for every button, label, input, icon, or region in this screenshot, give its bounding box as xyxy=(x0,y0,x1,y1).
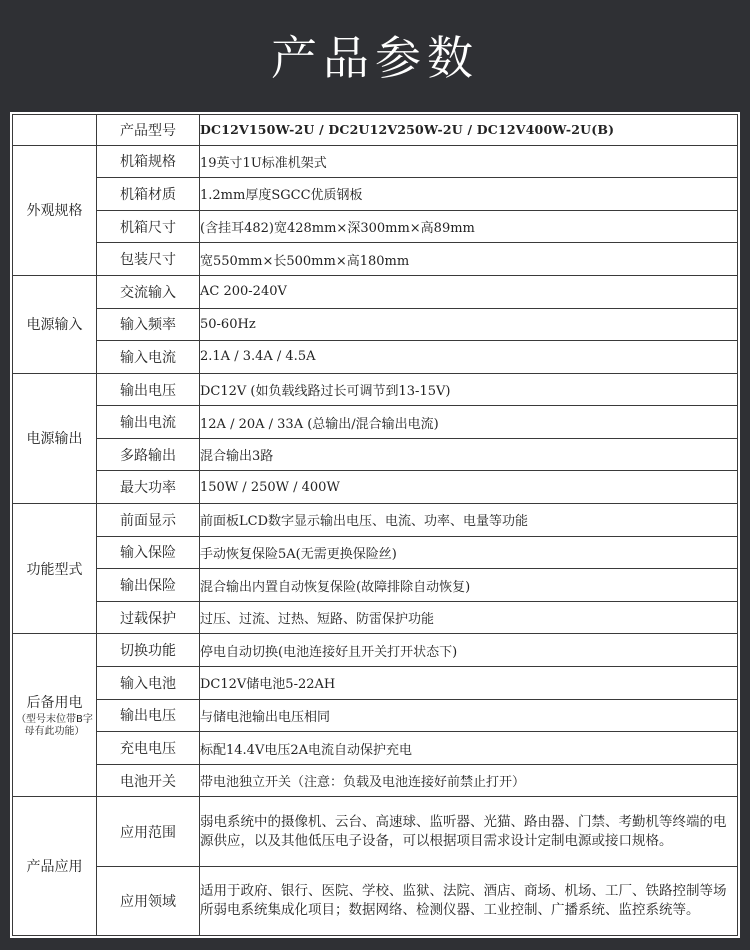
table-row xyxy=(13,699,738,732)
page-title: 产品参数 xyxy=(271,31,479,85)
row-value: 混合输出3路 xyxy=(200,438,738,471)
row-value: 手动恢复保险5A(无需更换保险丝) xyxy=(200,536,738,569)
category-backup-power xyxy=(13,634,97,797)
row-label: 电池开关 xyxy=(97,764,200,797)
row-label: 包装尺寸 xyxy=(97,243,200,276)
row-value: AC 200-240V xyxy=(200,275,738,308)
row-value: 停电自动切换(电池连接好且开关打开状态下) xyxy=(200,634,738,667)
row-label: 最大功率 xyxy=(97,471,200,504)
category-appearance: 外观规格 xyxy=(13,145,97,275)
row-value: 带电池独立开关（注意：负载及电池连接好前禁止打开） xyxy=(200,764,738,797)
row-value: 宽550mm×长500mm×高180mm xyxy=(200,243,738,276)
table-row xyxy=(13,764,738,797)
category-function: 功能型式 xyxy=(13,504,97,634)
row-label: 输入电池 xyxy=(97,667,200,700)
table-row xyxy=(13,732,738,765)
table-row xyxy=(13,601,738,634)
model-category-cell xyxy=(13,115,97,146)
row-label: 机箱规格 xyxy=(97,145,200,178)
table-row xyxy=(13,406,738,439)
category-backup-note: （型号末位带B字母有此功能） xyxy=(16,714,93,738)
row-label: 多路输出 xyxy=(97,438,200,471)
spec-table xyxy=(12,114,738,936)
table-row xyxy=(13,504,738,537)
row-label: 应用范围 xyxy=(97,797,200,866)
row-value: 弱电系统中的摄像机、云台、高速球、监听器、光猫、路由器、门禁、考勤机等终端的电源供应，以及其他低压电子设备，可以根据项目需求设计定制电源或接口规格。 xyxy=(200,797,738,866)
table-row xyxy=(13,866,738,935)
row-value: 1.2mm厚度SGCC优质钢板 xyxy=(200,178,738,211)
row-value: 标配14.4V电压2A电流自动保护充电 xyxy=(200,732,738,765)
row-label: 切换功能 xyxy=(97,634,200,667)
row-label: 输出电压 xyxy=(97,373,200,406)
category-power-input: 电源输入 xyxy=(13,275,97,373)
row-value: 12A / 20A / 33A (总输出/混合输出电流) xyxy=(200,406,738,439)
category-power-output: 电源输出 xyxy=(13,373,97,503)
model-value: DC12V150W-2U / DC2U12V250W-2U / DC12V400W-2U(B) xyxy=(200,115,738,146)
row-value: 与储电池输出电压相同 xyxy=(200,699,738,732)
row-label: 过载保护 xyxy=(97,601,200,634)
table-row xyxy=(13,569,738,602)
table-row xyxy=(13,373,738,406)
table-row xyxy=(13,275,738,308)
row-value: 适用于政府、银行、医院、学校、监狱、法院、酒店、商场、机场、工厂、铁路控制等场所弱电系统集成化项目；数据网络、检测仪器、工业控制、广播系统、监控系统等。 xyxy=(200,866,738,935)
table-row xyxy=(13,145,738,178)
row-value: 2.1A / 3.4A / 4.5A xyxy=(200,341,738,374)
model-label: 产品型号 xyxy=(97,115,200,146)
spec-sheet xyxy=(10,112,740,938)
table-row xyxy=(13,243,738,276)
category-backup-title: 后备用电 xyxy=(26,695,83,712)
row-value: 50-60Hz xyxy=(200,308,738,341)
row-label: 应用领域 xyxy=(97,866,200,935)
table-row xyxy=(13,308,738,341)
table-row xyxy=(13,667,738,700)
table-row xyxy=(13,210,738,243)
table-row xyxy=(13,634,738,667)
row-label: 输入频率 xyxy=(97,308,200,341)
row-label: 机箱材质 xyxy=(97,178,200,211)
table-row xyxy=(13,797,738,866)
table-row xyxy=(13,536,738,569)
row-value: 150W / 250W / 400W xyxy=(200,471,738,504)
row-value: DC12V (如负载线路过长可调节到13-15V) xyxy=(200,373,738,406)
row-value: DC12V储电池5-22AH xyxy=(200,667,738,700)
row-label: 前面显示 xyxy=(97,504,200,537)
row-value: 前面板LCD数字显示输出电压、电流、功率、电量等功能 xyxy=(200,504,738,537)
table-row xyxy=(13,178,738,211)
row-label: 输出电压 xyxy=(97,699,200,732)
row-value: 混合输出内置自动恢复保险(故障排除自动恢复) xyxy=(200,569,738,602)
row-label: 交流输入 xyxy=(97,275,200,308)
row-value: (含挂耳482)宽428mm×深300mm×高89mm xyxy=(200,210,738,243)
row-label: 充电电压 xyxy=(97,732,200,765)
row-label: 输入电流 xyxy=(97,341,200,374)
row-value: 19英寸1U标准机架式 xyxy=(200,145,738,178)
row-label: 机箱尺寸 xyxy=(97,210,200,243)
table-row xyxy=(13,438,738,471)
model-row xyxy=(13,115,738,146)
table-row xyxy=(13,471,738,504)
row-label: 输出保险 xyxy=(97,569,200,602)
table-row xyxy=(13,341,738,374)
category-application: 产品应用 xyxy=(13,797,97,936)
row-value: 过压、过流、过热、短路、防雷保护功能 xyxy=(200,601,738,634)
row-label: 输入保险 xyxy=(97,536,200,569)
row-label: 输出电流 xyxy=(97,406,200,439)
